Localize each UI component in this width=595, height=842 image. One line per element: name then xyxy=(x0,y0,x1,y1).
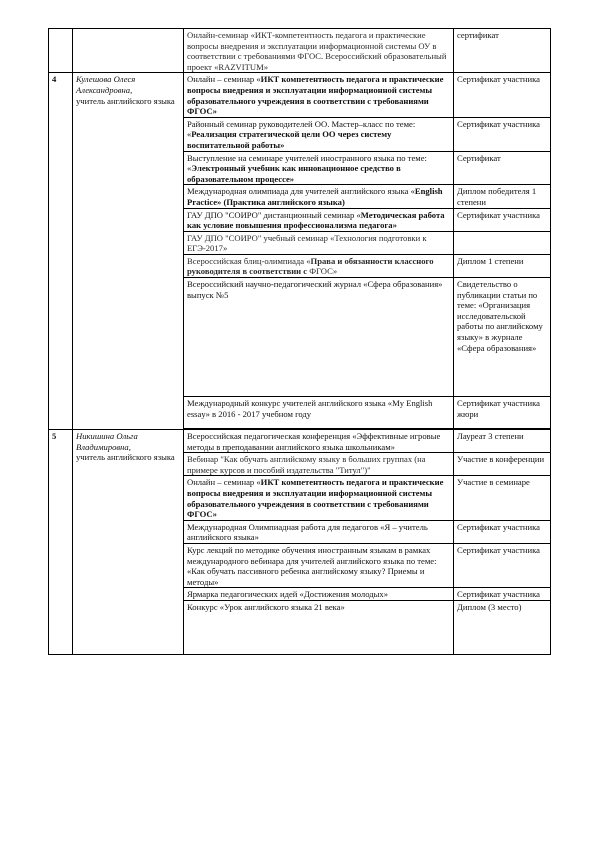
result-text: Участие в конференции xyxy=(457,454,545,465)
result-text: Сертификат xyxy=(457,152,501,163)
event-bold-text: ИКТ компетентность педагога и практические вопросы внедрения и эксплуатации информационной системы образовательного учреждения в соответствии с требованиями ФГОС» xyxy=(187,477,444,520)
event-bold-text: English Practice» (Практика английского языка) xyxy=(187,186,443,207)
event-cell xyxy=(184,430,454,453)
event-cell xyxy=(184,588,454,601)
result-text: Сертификат участника xyxy=(457,589,540,600)
event-cell xyxy=(184,29,454,73)
teacher-cell xyxy=(73,430,184,655)
event-text: Онлайн – семинар « xyxy=(187,477,261,488)
event-text: Всероссийская педагогическая конференция «Эффективные игровые методы в преподавании английского языка школьникам» xyxy=(187,431,441,452)
teacher-cell xyxy=(73,29,184,73)
result-cell xyxy=(454,117,551,151)
event-text: Онлайн – семинар « xyxy=(187,74,261,85)
event-text: Всероссийская блиц-олимпиада « xyxy=(187,255,311,266)
event-text: Районный семинар руководителей ОО. Мастер–класс по теме: « xyxy=(187,118,416,140)
num-cell xyxy=(49,430,73,655)
result-cell xyxy=(454,151,551,185)
event-text: Курс лекций по методике обучения иностранным языкам в рамках международного вебинара для учителей английского языка по теме: «Как обучать пассивного ребенка английскому языку? Приемы и методы» xyxy=(187,545,437,587)
result-cell xyxy=(454,600,551,654)
teacher-name: Никишина Ольга Владимировна, xyxy=(76,431,138,452)
table-row xyxy=(49,29,551,73)
table-row xyxy=(49,430,551,453)
result-cell xyxy=(454,254,551,277)
event-text: ГАУ ДПО "СОИРО" дистанционный семинар « xyxy=(187,209,361,220)
event-text: Онлайн-семинар «ИКТ-компетентность педагога и практические вопросы внедрения и эксплуатации информационной системы ОУ в соответствии с требованиями ФГОС. Всероссийский образовательный проект «RAZVITUM» xyxy=(187,30,447,72)
event-bold-text: Реализация стратегической цели ОО через систему воспитательной работы» xyxy=(187,129,392,150)
table-row xyxy=(49,73,551,117)
event-bold-text: Методическая работа как условие повышения профессионализма педагога» xyxy=(187,209,445,231)
result-cell xyxy=(454,185,551,208)
result-text: сертификат xyxy=(457,30,499,40)
result-cell xyxy=(454,231,551,254)
teacher-role: учитель английского языка xyxy=(76,95,175,106)
event-bold-text: Электронный учебник как инновационное средство в образовательном процессе» xyxy=(187,163,401,184)
achievements-table xyxy=(48,28,551,655)
result-text: Диплом победителя 1 степени xyxy=(457,186,537,207)
num-cell xyxy=(49,29,73,73)
event-text: Ярмарка педагогических идей «Достижения молодых» xyxy=(187,589,389,600)
teacher-cell xyxy=(73,73,184,430)
result-text: Сертификат участника xyxy=(457,521,540,532)
event-text: Всероссийский научно-педагогический журнал «Сфера образования» выпуск №5 xyxy=(187,279,443,300)
event-text: Выступление на семинаре учителей иностранного языка по теме: « xyxy=(187,152,427,174)
result-text: Сертификат участника жюри xyxy=(457,398,540,419)
event-cell xyxy=(184,185,454,208)
result-cell xyxy=(454,453,551,476)
row-number: 4 xyxy=(52,74,57,85)
event-text: ГАУ ДПО "СОИРО" учебный семинар «Технология подготовки к ЕГЭ-2017» xyxy=(187,232,427,254)
result-cell xyxy=(454,520,551,543)
result-cell xyxy=(454,208,551,231)
result-text: Сертификат участника xyxy=(457,118,540,129)
event-cell xyxy=(184,73,454,117)
result-text: Диплом 1 степени xyxy=(457,255,524,266)
event-cell xyxy=(184,397,454,429)
event-text: Международная олимпиада для учителей английского языка « xyxy=(187,186,415,197)
event-cell xyxy=(184,520,454,543)
result-text: Участие в семинаре xyxy=(457,477,530,488)
result-text: Диплом (3 место) xyxy=(457,601,522,612)
event-text: Конкурс «Урок английского языка 21 века» xyxy=(187,601,345,612)
result-text: Сертификат участника xyxy=(457,209,540,220)
result-cell xyxy=(454,397,551,429)
result-cell xyxy=(454,73,551,117)
event-cell xyxy=(184,544,454,588)
event-cell xyxy=(184,600,454,654)
result-cell xyxy=(454,588,551,601)
result-text: Свидетельство о публикации статьи по теме: «Организация исследовательской работы по английскому языку» в журнале «Сфера образования» xyxy=(457,279,543,353)
event-cell xyxy=(184,151,454,185)
result-cell xyxy=(454,476,551,520)
result-text: Сертификат участника xyxy=(457,545,540,555)
event-bold-text: Права и обязанности классного руководителя в соответствии с xyxy=(187,255,434,277)
event-cell xyxy=(184,254,454,277)
result-cell xyxy=(454,544,551,588)
teacher-name: Кулешова Олеся Александровна, xyxy=(76,74,136,95)
event-text: ФГОС» xyxy=(307,266,338,277)
num-cell xyxy=(49,73,73,430)
event-cell xyxy=(184,476,454,520)
event-bold-text: ИКТ компетентность педагога и практические вопросы внедрения и эксплуатации информационной системы образовательного учреждения в соответствии с требованиями ФГОС» xyxy=(187,74,444,117)
result-cell xyxy=(454,29,551,73)
teacher-role: учитель английского языка xyxy=(76,452,175,463)
event-text: Международная Олимпиадная работа для педагогов «Я – учитель английского языка» xyxy=(187,521,428,543)
event-cell xyxy=(184,453,454,476)
result-text: Сертификат участника xyxy=(457,74,540,85)
event-cell xyxy=(184,117,454,151)
event-cell xyxy=(184,208,454,231)
result-cell xyxy=(454,278,551,397)
result-text: Лауреат 3 степени xyxy=(457,431,524,442)
result-cell xyxy=(454,430,551,453)
event-cell xyxy=(184,231,454,254)
row-number: 5 xyxy=(52,431,57,442)
event-text: Вебинар "Как обучать английскому языку в больших группах (на примере курсов и пособий издательства "Титул")" xyxy=(187,454,426,475)
event-cell xyxy=(184,278,454,397)
event-text: Международный конкурс учителей английского языка «My English essay» в 2016 - 2017 учебном году xyxy=(187,398,433,419)
